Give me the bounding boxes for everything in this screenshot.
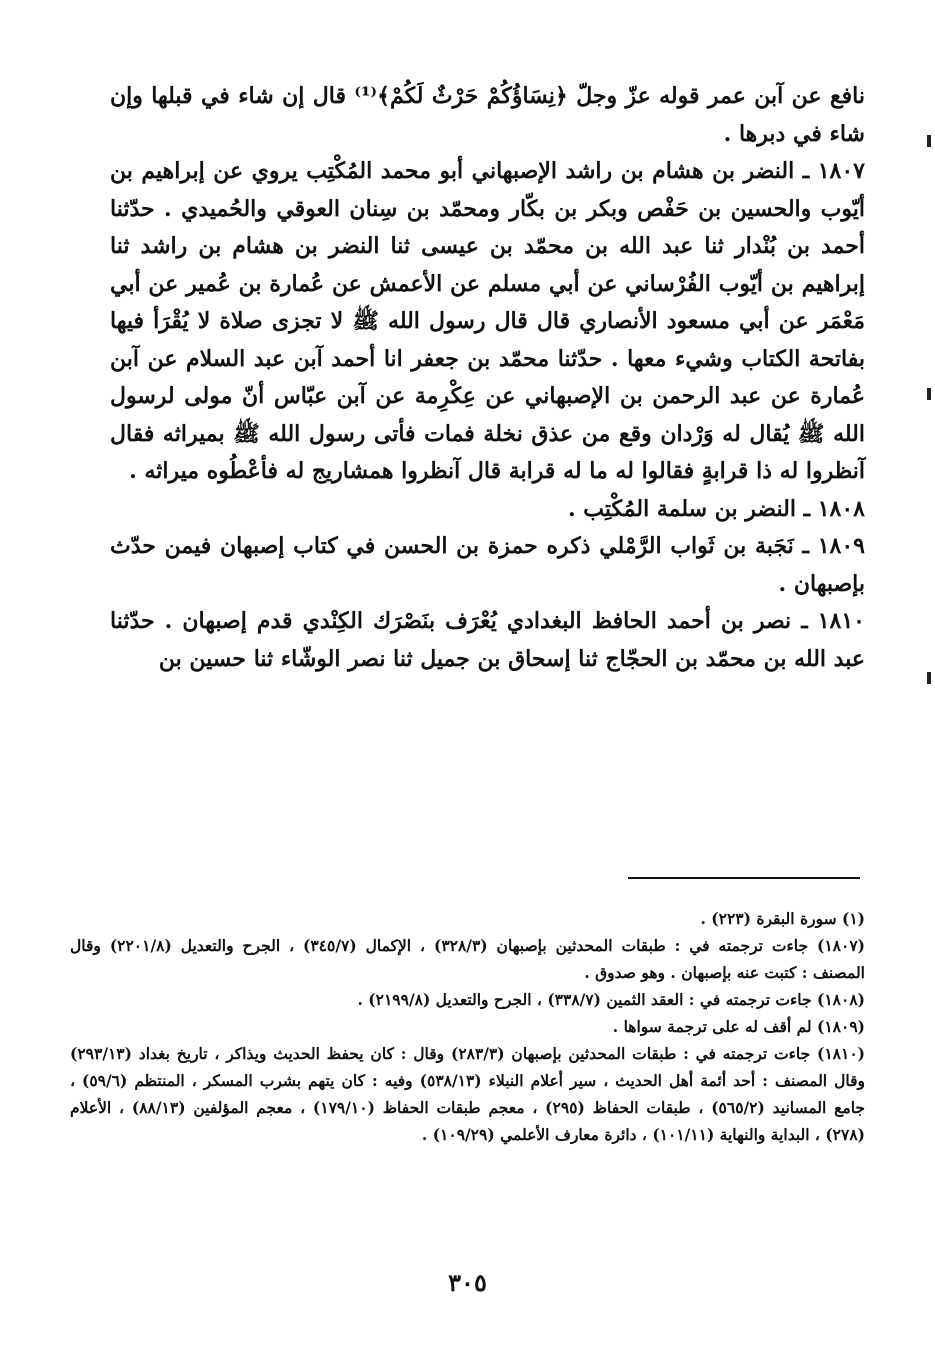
entry-1808 [110,491,865,529]
entry-number: ١٨٠٩ ـ [802,533,865,559]
entry-1809 [110,528,865,603]
entry-1810 [110,603,865,678]
footnote-divider [628,877,860,879]
entry-1807 [110,153,865,491]
footnote: (١) سورة البقرة (٢٢٣) . [700,909,865,928]
margin-mark [927,672,931,684]
main-text-block [110,78,865,678]
entry-number: ١٨٠٨ ـ [803,495,865,522]
margin-mark [927,388,931,400]
entry-text: النضر بن هشام بن راشد الإصبهاني أبو محمد المُكْتِب يروي عن إبراهيم بن أيّوب والحسين بن حَفْص وبكر بن بكّار ومحمّد بن سِنان العوقي والحُميدي . حدّثنا أحمد بن بُنْدار ثنا عبد الله بن محمّد بن عيسى ثنا النضر بن هشام بن راشد ثنا إبراهيم بن أيّوب الفُرْساني عن أبي مسلم عن الأعمش عن عُمارة بن عُمير عن أبي مَعْمَر عن أبي مسعود الأنصاري قال قال رسول الله ﷺ لا تجزى صلاة لا يُقْرَأ فيها بفاتحة الكتاب وشيء معها . حدّثنا محمّد بن جعفر انا أحمد آبن عبد السلام عن آبن عُمارة عن عبد الرحمن بن الإصبهاني عن عِكْرِمة عن آبن عبّاس أنّ مولى لرسول الله ﷺ يُقال له وَرْدان وقع من عذق نخلة فمات فأتى رسول الله ﷺ بميراثه فقال آنظروا له ذا قرابةٍ فقالوا له ما له قرابة قال آنظروا همشاريج له فأعْطُوه ميراثه . [110,158,865,484]
margin-mark [927,135,931,147]
entry-text: النضر بن سلمة المُكْتِب . [567,495,796,522]
footnote: (١٨١٠) جاءت ترجمته في : طبقات المحدثين بإصبهان (٢٨٣/٣) وقال : كان يحفظ الحديث ويذاكر ، تاريخ بغداد (٢٩٣/١٣) وقال المصنف : أحد أئمة أهل الحديث ، سير أعلام النبلاء (٥٣٨/١٣) وفيه : كان يتهم بشرب المسكر ، المنتظم (٥٩/٦) ، جامع المسانيد (٥٦٥/٢) ، طبقات الحفاظ (٢٩٥) ، معجم طبقات الحفاظ (١٧٩/١٠) ، معجم المؤلفين (٨٨/١٣) ، الأعلام (٢٧٨) ، البداية والنهاية (١٠١/١١) ، دائرة معارف الأعلمي (١٠٩/٢٩) . [70,1044,866,1144]
entry-number: ١٨١٠ ـ [801,608,865,634]
page-number: ٣٠٥ [448,1268,487,1297]
footnote: (١٨٠٧) جاءت ترجمته في : طبقات المحدثين بإصبهان (٣٢٨/٣) ، الإكمال (٣٤٥/٧) ، الجرح والتعديل (٢٢٠١/٨) وقال المصنف : كتبت عنه بإصبهان . وهو صدوق . [70,936,865,982]
entry-number: ١٨٠٧ ـ [802,158,865,184]
entry-text: نصر بن أحمد الحافظ البغدادي يُعْرَف بنَصْرَك الكِنْدي قدم إصبهان . حدّثنا عبد الله بن محمّد بن الحجّاج ثنا إسحاق بن جميل ثنا نصر الوشّاء ثنا حسين بن [110,608,865,672]
footnotes-block [70,905,865,1148]
footnote: (١٨٠٨) جاءت ترجمته في : العقد الثمين (٣٣٨/٧) ، الجرح والتعديل (٢١٩٩/٨) . [357,990,865,1009]
entry-text: نَجَبة بن ثَواب الرَّمْلي ذكره حمزة بن الحسن في كتاب إصبهان فيمن حدّث بإصبهان . [110,533,865,597]
intro-paragraph: نافع عن آبن عمر قوله عزّ وجلّ ﴿نِسَاؤُكُمْ حَرْثٌ لَكُمْ﴾⁽¹⁾ قال إن شاء في قبلها وإن شاء في دبرها . [110,83,865,147]
footnote: (١٨٠٩) لم أقف له على ترجمة سواها . [612,1017,865,1036]
